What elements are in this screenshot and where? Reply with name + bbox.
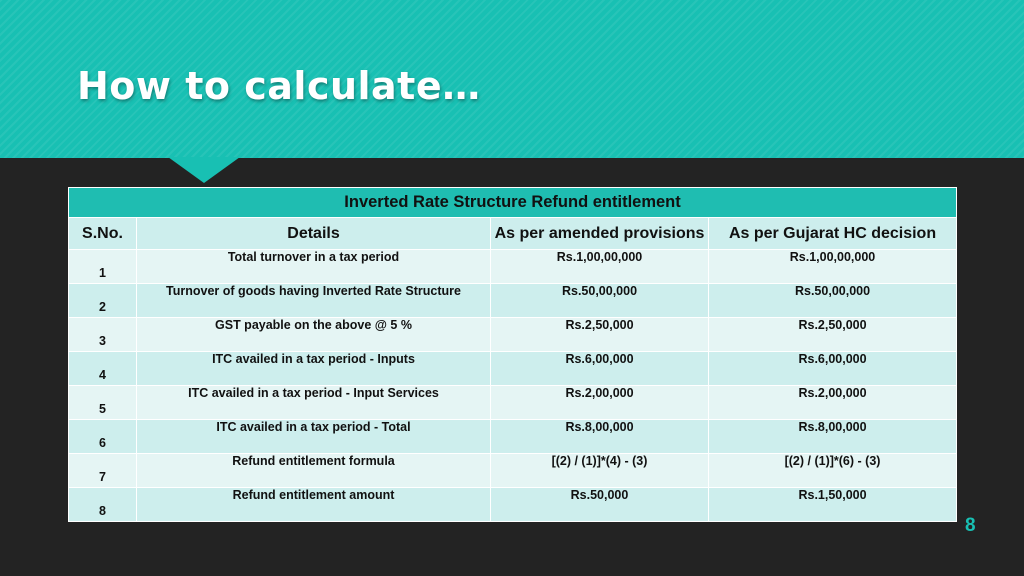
cell-details: Refund entitlement amount	[137, 488, 491, 522]
cell-details: Refund entitlement formula	[137, 454, 491, 488]
header-sno: S.No.	[69, 218, 137, 250]
table-row	[69, 420, 957, 454]
table-row	[69, 454, 957, 488]
table-row	[69, 318, 957, 352]
cell-gujarat: Rs.1,00,00,000	[709, 250, 957, 284]
slide-title: How to calculate…	[77, 64, 481, 108]
cell-sno: 8	[69, 488, 137, 522]
cell-gujarat: Rs.50,00,000	[709, 284, 957, 318]
cell-amended: Rs.1,00,00,000	[491, 250, 709, 284]
cell-gujarat: Rs.1,50,000	[709, 488, 957, 522]
cell-gujarat: [(2) / (1)]*(6) - (3)	[709, 454, 957, 488]
cell-gujarat: Rs.2,50,000	[709, 318, 957, 352]
title-banner	[0, 0, 1024, 158]
table-caption-row	[69, 188, 957, 218]
table-row	[69, 488, 957, 522]
cell-details: Turnover of goods having Inverted Rate Structure	[137, 284, 491, 318]
banner-notch	[168, 157, 240, 183]
table-row	[69, 386, 957, 420]
cell-amended: Rs.50,000	[491, 488, 709, 522]
cell-details: ITC availed in a tax period - Total	[137, 420, 491, 454]
table-row	[69, 352, 957, 386]
table-header-row	[69, 218, 957, 250]
cell-details: Total turnover in a tax period	[137, 250, 491, 284]
cell-amended: Rs.50,00,000	[491, 284, 709, 318]
cell-sno: 2	[69, 284, 137, 318]
cell-sno: 6	[69, 420, 137, 454]
cell-sno: 5	[69, 386, 137, 420]
cell-gujarat: Rs.6,00,000	[709, 352, 957, 386]
cell-amended: Rs.8,00,000	[491, 420, 709, 454]
cell-amended: Rs.2,50,000	[491, 318, 709, 352]
cell-details: GST payable on the above @ 5 %	[137, 318, 491, 352]
cell-amended: Rs.6,00,000	[491, 352, 709, 386]
cell-gujarat: Rs.8,00,000	[709, 420, 957, 454]
table-caption: Inverted Rate Structure Refund entitlement	[69, 188, 957, 218]
header-amended: As per amended provisions	[491, 218, 709, 250]
cell-gujarat: Rs.2,00,000	[709, 386, 957, 420]
cell-sno: 4	[69, 352, 137, 386]
page-number: 8	[965, 515, 976, 536]
cell-amended: [(2) / (1)]*(4) - (3)	[491, 454, 709, 488]
cell-amended: Rs.2,00,000	[491, 386, 709, 420]
cell-sno: 7	[69, 454, 137, 488]
header-details: Details	[137, 218, 491, 250]
table-row	[69, 250, 957, 284]
header-gujarat: As per Gujarat HC decision	[709, 218, 957, 250]
cell-details: ITC availed in a tax period - Inputs	[137, 352, 491, 386]
cell-sno: 1	[69, 250, 137, 284]
cell-sno: 3	[69, 318, 137, 352]
cell-details: ITC availed in a tax period - Input Services	[137, 386, 491, 420]
table-row	[69, 284, 957, 318]
refund-table	[68, 187, 957, 522]
